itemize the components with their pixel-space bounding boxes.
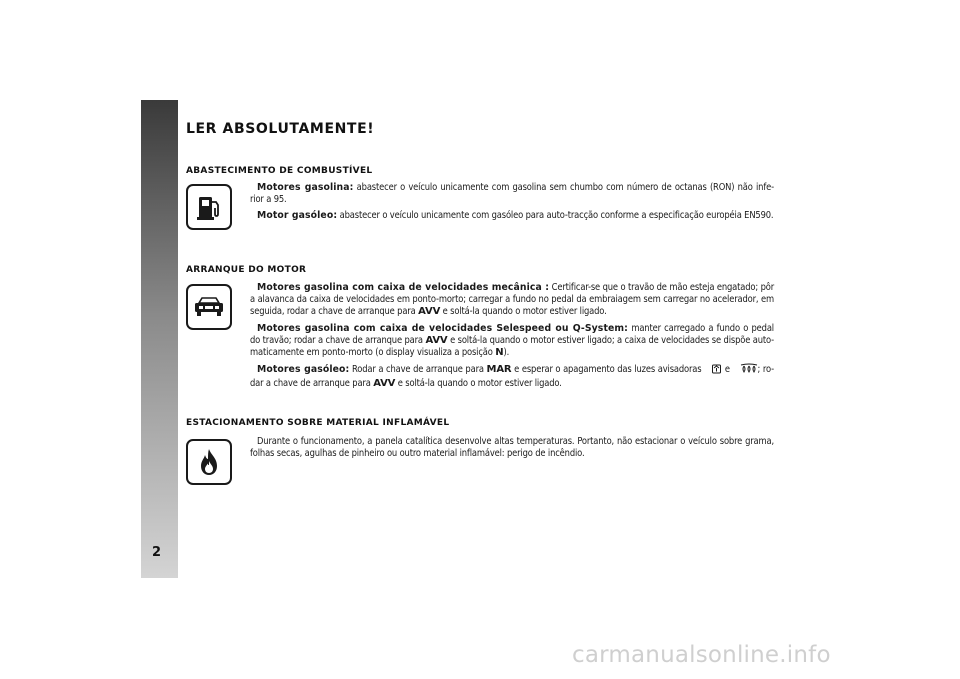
section-heading-parking: ESTACIONAMENTO SOBRE MATERIAL INFLAMÁVEL xyxy=(186,418,450,428)
paragraph: Motores gasolina com caixa de velocidades mecânica : Certificar-se que o travão de mão esteja engatado; pôr a alavanca da caixa de velocidades em ponto-morto; carregar a fundo no pedal da embraiagem sem carregar no acelerador, em seguida, rodar a chave de arranque para AVV e soltá-la quando o motor estiver ligado. xyxy=(250,282,774,318)
section-body-engine-start xyxy=(250,282,774,395)
warning-light-icon xyxy=(704,363,722,378)
watermark: carmanualsonline.info xyxy=(572,642,831,668)
page-title: LER ABSOLUTAMENTE! xyxy=(186,121,375,137)
flame-icon xyxy=(186,439,232,485)
glow-plug-icon xyxy=(733,363,758,378)
section-body-parking xyxy=(250,436,774,464)
page-number: 2 xyxy=(152,545,162,560)
paragraph: Motores gasóleo: Rodar a chave de arranque para MAR e esperar o apagamento das luzes avisadoras e ; ro-dar a chave de arranque para AVV e soltá-la quando o motor estiver ligado. xyxy=(250,364,774,390)
page-sidebar-bar xyxy=(141,100,178,578)
car-front-icon xyxy=(186,284,232,330)
paragraph: Durante o funcionamento, a panela catalítica desenvolve altas temperaturas. Portanto, não estacionar o veículo sobre grama, folhas secas, agulhas de pinheiro ou outro material inflamável: perigo de incêndio. xyxy=(250,436,774,460)
section-heading-engine-start: ARRANQUE DO MOTOR xyxy=(186,265,307,275)
paragraph: Motores gasolina: abastecer o veículo unicamente com gasolina sem chumbo com número de octanas (RON) não infe-rior a 95. xyxy=(250,182,774,206)
fuel-pump-icon xyxy=(186,184,232,230)
section-body-fuel xyxy=(250,182,774,227)
paragraph: Motores gasolina com caixa de velocidades Selespeed ou Q-System: manter carregado a fundo o pedal do travão; rodar a chave de arranque para AVV e soltá-la quando o motor estiver ligado; a caixa de velocidades se dispõe auto-maticamente em ponto-morto (o display visualiza a posição N). xyxy=(250,322,774,359)
paragraph: Motor gasóleo: abastecer o veículo unicamente com gasóleo para auto-tracção conforme a especificação européia EN590. xyxy=(257,210,774,222)
section-heading-fuel: ABASTECIMENTO DE COMBUSTÍVEL xyxy=(186,166,373,176)
